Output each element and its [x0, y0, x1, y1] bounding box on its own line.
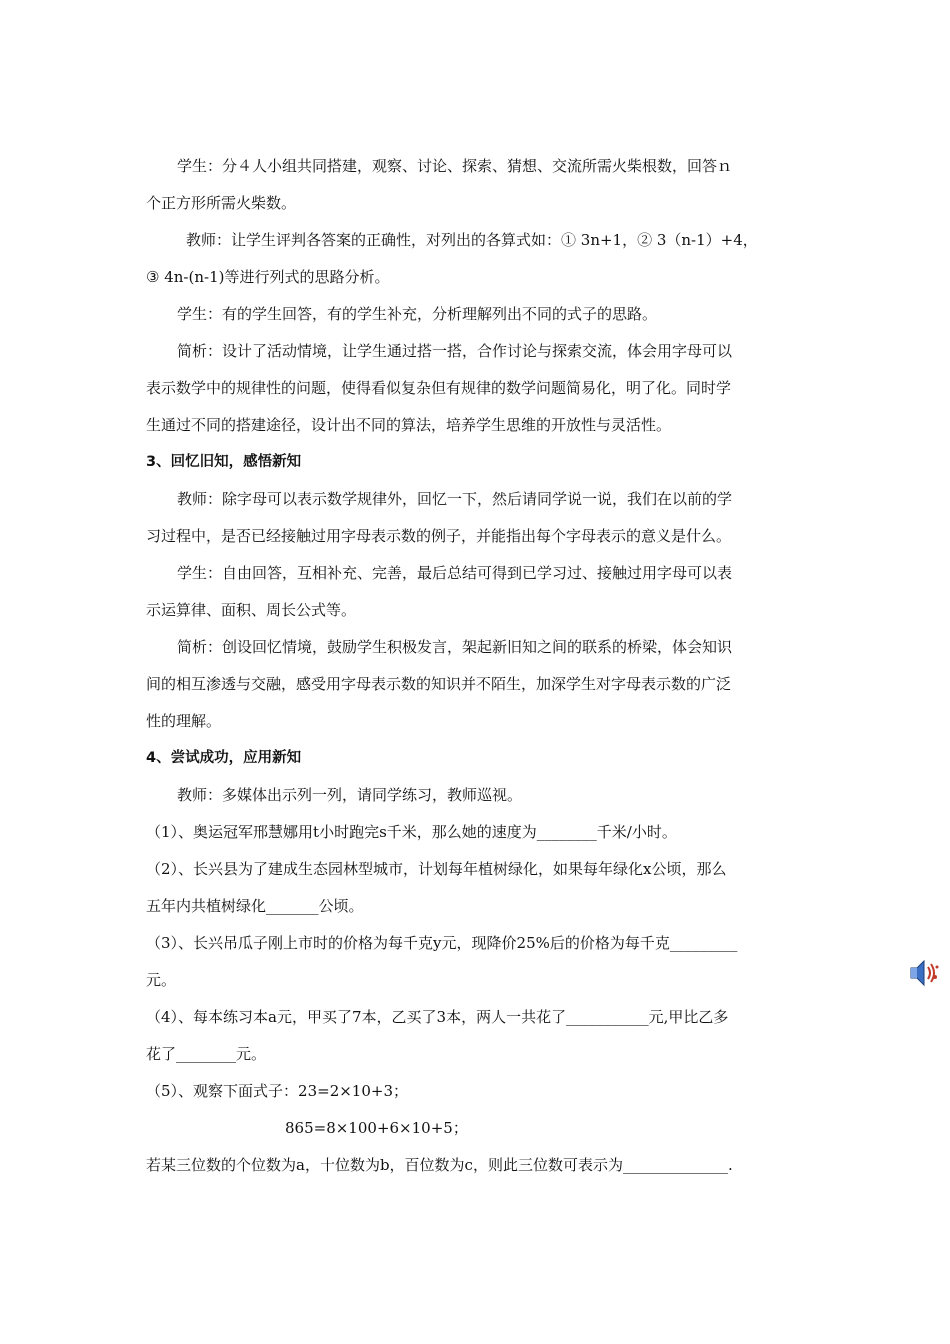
paragraph-line: 习过程中，是否已经接触过用字母表示数的例子，并能指出每个字母表示的意义是什么。 — [146, 527, 732, 545]
exercise-5-formula: 865=8×100+6×10+5； — [285, 1119, 468, 1137]
paragraph-line: 表示数学中的规律性的问题，使得看似复杂但有规律的数学问题简易化，明了化。同时学 — [146, 379, 732, 397]
paragraph-line: 个正方形所需火柴数。 — [146, 194, 297, 212]
exercise-3-cont: 元。 — [146, 971, 177, 989]
exercise-2-cont: 五年内共植树绿化_______公顷。 — [146, 897, 364, 915]
paragraph-line: 简析：创设回忆情境，鼓励学生积极发言，架起新旧知之间的联系的桥梁，体会知识 — [177, 638, 733, 656]
paragraph-line: 简析：设计了活动情境，让学生通过搭一搭，合作讨论与探索交流，体会用字母可以 — [177, 342, 733, 360]
paragraph-line: 教师：让学生评判各答案的正确性，对列出的各算式如：① 3n+1，② 3（n-1）+4， — [186, 231, 758, 249]
exercise-4: （4）、每本练习本a元，甲买了7本，乙买了3本，两人一共花了___________元,甲比乙多 — [146, 1008, 729, 1026]
speaker-icon[interactable] — [905, 955, 941, 991]
section-heading-4: 4、尝试成功，应用新知 — [146, 750, 302, 766]
speaker-icon-graphic — [905, 955, 941, 991]
section-heading-3: 3、回忆旧知，感悟新知 — [146, 454, 302, 470]
exercise-5: （5）、观察下面式子：23=2×10+3； — [146, 1082, 409, 1100]
document-body — [146, 148, 808, 1184]
paragraph-line: 学生：自由回答，互相补充、完善，最后总结可得到已学习过、接触过用字母可以表 — [177, 564, 733, 582]
paragraph-line: 性的理解。 — [146, 712, 222, 730]
exercise-5-question: 若某三位数的个位数为a，十位数为b，百位数为c，则此三位数可表示为______________. — [146, 1156, 733, 1174]
paragraph-line: 学生：分４人小组共同搭建，观察、讨论、探索、猜想、交流所需火柴根数，回答ｎ — [177, 157, 733, 175]
paragraph-line: ③ 4n-(n-1)等进行列式的思路分析。 — [146, 268, 390, 286]
paragraph-line: 教师：多媒体出示列一列，请同学练习，教师巡视。 — [177, 786, 523, 804]
paragraph-line: 示运算律、面积、周长公式等。 — [146, 601, 357, 619]
paragraph-line: 学生：有的学生回答，有的学生补充，分析理解列出不同的式子的思路。 — [177, 305, 658, 323]
paragraph-line: 教师：除字母可以表示数学规律外，回忆一下，然后请同学说一说，我们在以前的学 — [177, 490, 733, 508]
paragraph-line: 生通过不同的搭建途径，设计出不同的算法，培养学生思维的开放性与灵活性。 — [146, 416, 672, 434]
paragraph-line: 间的相互渗透与交融，感受用字母表示数的知识并不陌生，加深学生对字母表示数的广泛 — [146, 675, 732, 693]
exercise-4-cont: 花了________元。 — [146, 1045, 267, 1063]
exercise-3: （3）、长兴吊瓜子刚上市时的价格为每千克y元，现降价25%后的价格为每千克_________ — [146, 934, 738, 952]
exercise-2: （2）、长兴县为了建成生态园林型城市，计划每年植树绿化，如果每年绿化x公顷，那么 — [146, 860, 727, 878]
exercise-1: （1）、奥运冠军邢慧娜用t小时跑完s千米，那么她的速度为________千米/小时。 — [146, 823, 677, 841]
